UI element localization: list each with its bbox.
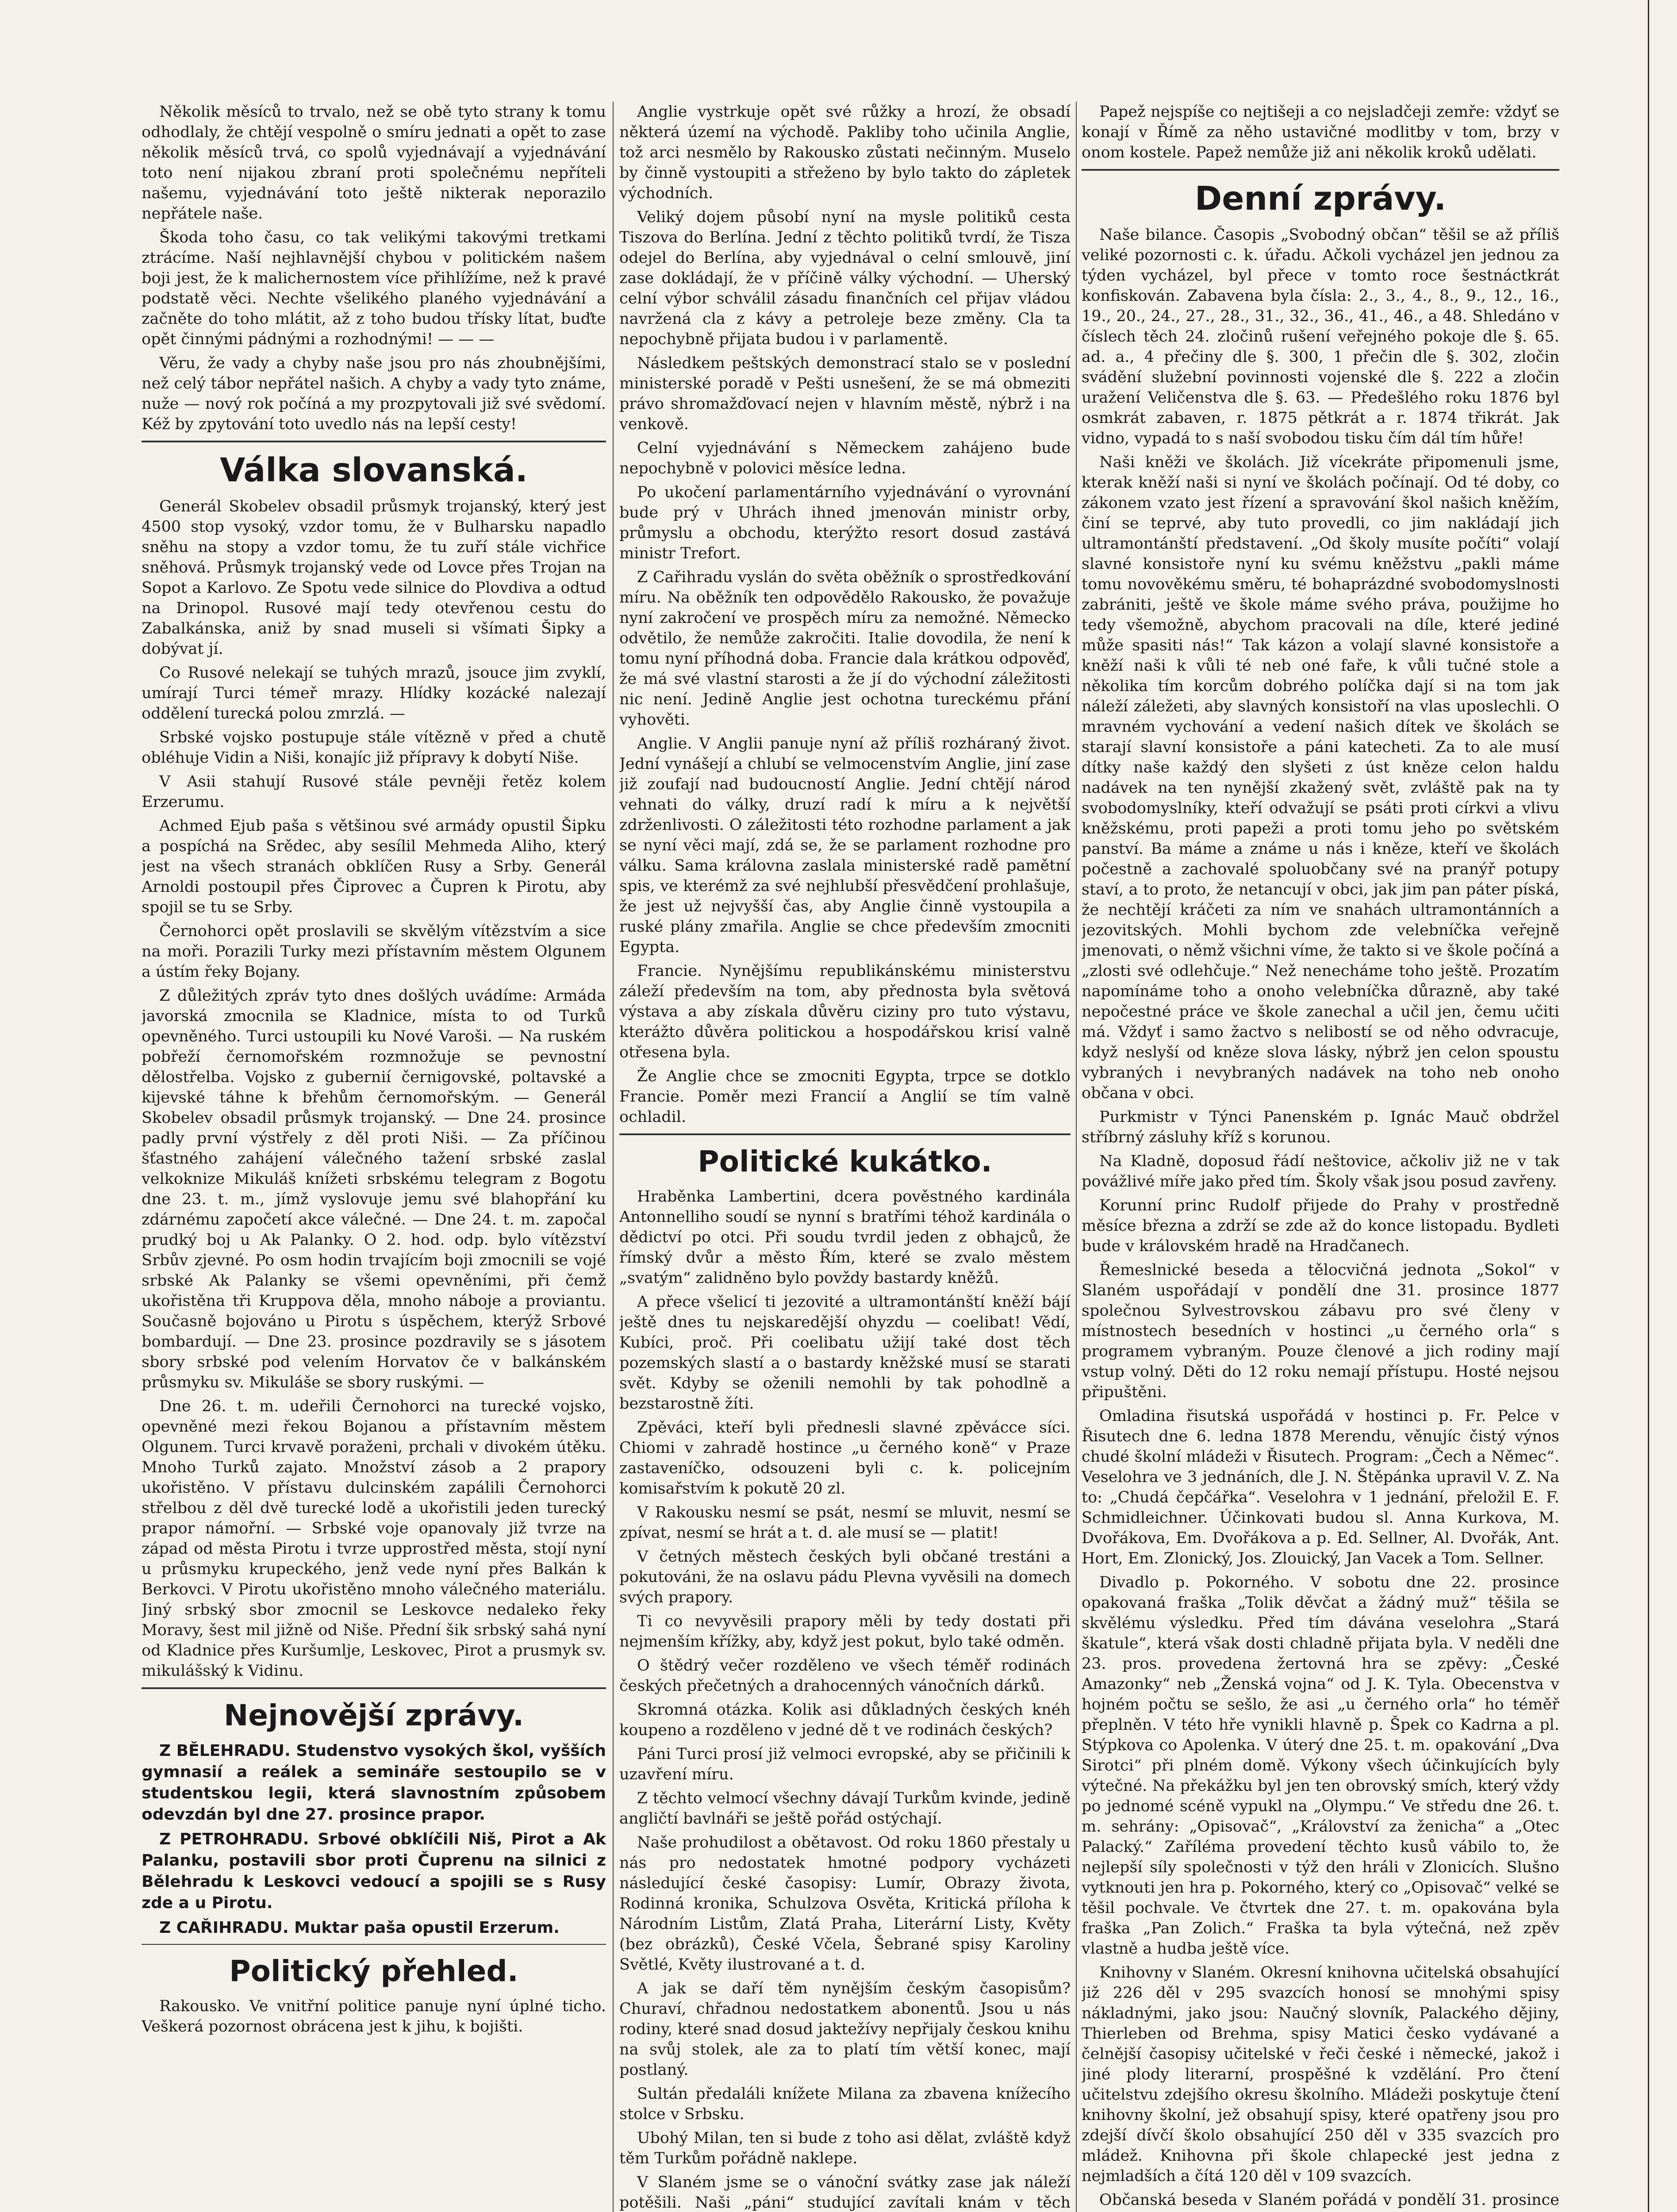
paragraph: Sultán předaláli knížete Milana za zbavena knížecího stolce v Srbsku. (619, 2085, 1071, 2123)
paragraph: Achmed Ejub paša s většinou své armády opustil Šipku a pospíchá na Srědec, aby sesílil Mehmeda Aliho, který jest na všech stranách obklíčen Rusy a Srby. Generál Arnoldi postoupil přes Čiprovec a Čupren k Pirotu, aby spojil se tu se Srby. (142, 817, 606, 916)
paragraph: Francie. Nynějšímu republikánskému ministerstvu záleží především na tom, aby přednosta byla světová výstava a aby získala důvěru ciziny pro tuto výstavu, kterážto důvěra politickou a hospodářskou krisí valně otřesena byla. (619, 962, 1071, 1061)
column-3 (1082, 102, 1559, 2212)
news-item: Z CAŘIHRADU. Muktar paša opustil Erzerum. (159, 1919, 560, 1937)
paragraph: Knihovny v Slaném. Okresní knihovna učitelská obsahující již 226 děl v 295 svazcích honosí se mnohými spisy nákladnými, jako jsou: Naučný slovník, Palackého dějiny, Thierleben od Brehma, spisy Matici česko vydávané a čelnější časopisy učitelské v řeči české i německé, jakož i jiné plody literarní, prospěšné k vzdělání. Pro čtení učitelstvu zdejšího okresu školního. Mládeži poskytuje čtení knihovny školní, jež obsahují spisy, které opatřeny jsou pro zdejší dívčí školo obsahující 250 děl v 335 svazcích pro mládež. Knihovna při škole chlapecké jest jedna z nejmladších a čítá 120 děl v 109 svazcích. (1082, 1964, 1559, 2185)
section-divider (142, 1687, 606, 1689)
paragraph: Celní vyjednávání s Německem zahájeno bude nepochybně v polovici měsíce ledna. (619, 439, 1071, 477)
paragraph: Anglie vystrkuje opět své růžky a hrozí, že obsadí některá území na východě. Pakliby toho učinila Anglie, tož arci nesmělo by Rakousko zůstati nečinným. Muselo by činně vystoupiti a střeženo by bylo takto do zápletek východních. (619, 103, 1071, 202)
news-item: Z BĚLEHRADU. Studenstvo vysokých škol, vyšších gymnasií a reálek a semináře sestoupilo se v studentskou legii, která slavnostním způsobem odevzdán byl dne 27. prosince prapor. (142, 1742, 606, 1824)
section-divider (1082, 169, 1559, 171)
paragraph: Následkem peštských demonstrací stalo se v poslední ministerské poradě v Pešti usnešení, že se má obmeziti právo shromažďovací nejen v hlavním městě, nýbrž i na venkově. (619, 354, 1071, 433)
paragraph: Z důležitých zpráv tyto dnes došlých uvádíme: Armáda javorská zmocnila se Kladnice, místa to od Turků opevněného. Turci ustoupili ku Nové Varoši. — Na ruském pobřeží černomořském rozmnožuje se pevnostní dělostřelba. Vojsko z gubernií černigovské, poltavské a kijevské táhne k břehům černomořským. — Generál Skobelev obsadil průsmyk trojanský. — Dne 24. prosince padly první výstřely z děl proti Niši. — Za příčinou šťastného zahájení válečného tažení srbské zaslal velkoknize Mikuláš knížeti srbskému telegram z Bogotu dne 23. t. m., jímž vyslovuje jemu své blahopřání ku zdárnému započetí akce válečné. — Dne 24. t. m. započal prudký boj u Ak Palanky. O 2. hod. odp. bylo vítězství Srbův zjevné. Po osm hodin trvajícím boji zmocnili se vojé srbské Ak Palanky se všemi opevněními, při čemž ukořistěna tři Kruppova děla, mnoho náboje a proviantu. Současně bojováno u Pirotu s úspěchem, kterýž Srbové bombardují. — Dne 23. prosince pozdravily se s jásotem sbory srbské pod velením Horvatov če v balkánském průsmyku sv. Mikuláše se sbory ruskými. — (142, 987, 606, 1391)
paragraph: Že Anglie chce se zmocniti Egypta, trpce se dotklo Francie. Poměr mezi Francií a Anglií se tím valně ochladil. (619, 1068, 1071, 1126)
paragraph: Rakousko. Ve vnitřní politice panuje nyní úplné ticho. Veškerá pozornost obrácena jest k jihu, k bojišti. (142, 1997, 606, 2035)
paragraph: Omladina řisutská uspořádá v hostinci p. Fr. Pelce v Řisutech dne 6. ledna 1878 Merendu, věnujíc čistý výnos chudé školní mládeži v Řisutech. Program: „Čech a Němec“. Veselohra ve 3 jednáních, dle J. N. Štěpánka upravil V. Z. Na to: „Chudá čepčářka“. Veselohra v 1 jednání, přeložil E. F. Schmidleichner. Účinkovati budou sl. Anna Kurkova, M. Dvořákova, Em. Dvořákova a p. Ed. Sellner, Al. Dvořák, Ant. Hort, Em. Zlonický, Jos. Zlouický, Jan Vacek a Tom. Sellner. (1082, 1407, 1559, 1567)
paragraph: Občanská beseda v Slaném pořádá v pondělí 31. prosince (1099, 2191, 1559, 2209)
section-divider (142, 441, 606, 442)
paragraph: Černohorci opět proslavili se skvělým vítězstvím a sice na moři. Porazili Turky mezi přístavním městem Olgunem a ústím řeky Bojany. (142, 922, 606, 981)
section-divider (619, 1133, 1071, 1135)
nejnovejsi-section (142, 1740, 606, 1939)
paragraph: Škoda toho času, co tak velikými takovými tretkami ztrácíme. Naší nejhlavnější chybou v politickém našem boji jest, že k malichernostem více přihlížíme, než k pravé podstatě věci. Nechte všelikého planého vyjednávání a začněte do toho mlátit, až z toho budou třísky lítat, buďte opět činnými pádnými a rozhodnými! — — — (142, 229, 606, 348)
column-2 (619, 102, 1071, 2212)
intro-section (142, 102, 606, 434)
paragraph: Veliký dojem působí nyní na mysle politiků cesta Tiszova do Berlína. Jední z těchto politiků tvrdí, že Tisza odejel do Berlína, aby vyjednával o celní smlouvě, jiní zase dokládají, že v příčině války východní. — Uherský celní výbor schválil zásadu finančních cel přijav vládou navržená cla z kávy a petroleje beze změny. Cla ta nepochybně přijata budou i v parlamentě. (619, 208, 1071, 348)
paragraph: Skromná otázka. Kolik asi důkladných českých knéh koupeno a rozděleno v jedné dě t ve rodinách českých? (619, 1701, 1071, 1739)
paragraph: A jak se daří těm nynějším českým časopisům? Churaví, chřadnou nedostatkem abonentů. Jsou u nás rodiny, které snad dosud jaktežívy nepřijaly českou knihu na svůj stolek, ale za to platí tím větší konec, mají postlaný. (619, 1980, 1071, 2079)
paragraph: Purkmistr v Týnci Panenském p. Ignác Mauč obdržel stříbrný zásluhy kříž s korunou. (1082, 1108, 1559, 1146)
paragraph: Naše prohudilost a obětavost. Od roku 1860 přestaly u nás pro nedostatek hmotné podpory vycházeti následující české časopisy: Lumír, Obrazy života, Rodinná kronika, Schulzova Osvěta, Kritická příloha k Národním Listům, Zlatá Praha, Literární Listy, Květy (bez obrázků), České Včela, Šebrané spisy Karoliny Světlé, Květy ilustrované a t. d. (619, 1834, 1071, 1974)
paragraph: O štědrý večer rozděleno ve všech téměř rodinách českých přečetných a drahocenných vánočních dárků. (619, 1657, 1071, 1695)
paragraph: V Slaném jsme se o vánoční svátky zase jak náleží potěšili. Naši „páni“ studující zavítali knám v těch (619, 2174, 1071, 2212)
paragraph: Z Cařihradu vyslán do světa oběžník o sprostředkování míru. Na oběžník ten odpovědělo Rakousko, že považuje nyní zakročení ve prospěch míru za nemožné. Německo odvětilo, že nemůže zakročiti. Italie dovodila, že není k tomu nyní příhodná doba. Francie dala krátkou odpověď, že má své vlastní starosti a že jí do východní záležitosti nic není. Jedině Anglie jest ochotna tureckému přání vyhověti. (619, 568, 1071, 729)
paragraph: Řemeslnické beseda a tělocvičná jednota „Sokol“ v Slaném uspořádají v pondělí dne 31. prosince 1877 společnou Sylvestrovskou zábavu pro své členy v místnostech besedních v hostinci „u černého orla“ s programem vybraným. Pouze členové a jich rodiny mají vstup volný. Děti do 12 roku nemají přístupu. Hosté nejsou připuštěni. (1082, 1261, 1559, 1401)
paragraph: Co Rusové nelekají se tuhých mrazů, jsouce jim zvyklí, umírají Turci témeř mrazy. Hlídky kozácké nalezají oddělení turecká polou zmrzlá. — (142, 664, 606, 722)
section-heading-prehled: Politický přehled. (229, 1954, 518, 1988)
paragraph: Páni Turci prosí již velmoci evropské, aby se přičinili k uzavření míru. (619, 1745, 1071, 1783)
paragraph: Na Kladně, doposud řádí neštovice, ačkoliv již ne v tak povážlivé míře jako před tím. Školy však jsou posud zavřeny. (1082, 1152, 1559, 1190)
paragraph: Po ukočení parlamentárního vyjednávání o vyrovnání bude prý v Uhrách ihned jmenován ministr orby, průmyslu a obchodu, kterýžto resort dosud zastává ministr Trefort. (619, 484, 1071, 562)
paragraph: V Asii stahují Rusové stále pevněji řetěz kolem Erzerumu. (142, 773, 606, 811)
column-rule (1076, 102, 1077, 2212)
valka-section (142, 496, 606, 1681)
section-heading-kukatko: Politické kukátko. (698, 1144, 992, 1179)
denni-section (1082, 225, 1559, 2212)
section-heading-denni: Denní zprávy. (1194, 180, 1447, 218)
paragraph: Hraběnka Lambertini, dcera pověstného kardinála Antonnelliho soudí se nynní s bratřími téhož kardinála o dědictví po otci. Při soudu tvrdil jeden z obhajců, že římský dvůr a město Řím, které se zvalo městem „svatým“ zalidněno bylo povždy bastardy kněžů. (619, 1188, 1071, 1287)
politics-continued (619, 102, 1071, 1127)
paragraph: Naši kněži ve školách. Již vícekráte připomenuli jsme, kterak kněží naši si nyní ve školách počínají. Od té doby, co zákonem vzato jest řízení a spravování škol našich kněžím, činí se teprvé, aby tuto provedli, co jim nakládají jich ultramontánští představení. „Od školy musíte počíti“ volají slavné konsistoře nyní ku svému kněžstvu „pakli máme tomu novověkému směru, té bohaprázdné svobodomyslnosti zabrániti, ještě ve škole máme svého práva, použijme ho tedy všemožně, abychom pracovali na díle, které jediné může spasiti nás!“ Tak kázon a volají slavné konsistoře a kněží naši k vůli té neb oné faře, k vůli tučné stole a několika tím korcům dobrého políčka dají si na tom jak náleží záležeti, aby slavných konsistoří na vlas uposlechli. O mravném vychování a vedení našich dítek ve školách se starají slavní konsistoře a páni katecheti. Za to ale musí dítky naše každý den slyšeti z úst kněze celon haldu nadávek na ten nynější zkažený svět, zvláště pak na ty svobodomyslníky, kteří odvažují se psáti proti církvi a vlivu kněžskému, proti papeži a proti tomu jeho po světském panství. Ba máme a známe u nás i kněze, kteří ve školách počestně a zachovalé spoluobčany své na pranýř potupy staví, a to proto, že netancují v obci, jak jim pan páter píská, že nechtějí kráčeti za ním ve snahách ultramontánních a jezovitských. Mohli bychom zde velebníčka veřejně jmenovati, o němž všichni víme, že takto si ve škole počíná a „zlosti své odlehčuje.“ Než nenecháme toho ještě. Prozatím napomínáme toho a onoho velebníčka důrazně, aby také nepočestné práce ve škole zanechal a učil jen, čemu učiti má. Vždyť i samo žactvo s nelibostí se od něho odvracuje, když neslyší od kněze slova lásky, nýbrž jen celon spoustu vybraných i nevybraných nadávek na toho neb onoho občana v obci. (1082, 453, 1559, 1102)
paragraph: Divadlo p. Pokorného. V sobotu dne 22. prosince opakovaná fraška „Tolik děvčat a žádný muž“ těšila se skvělému výsledku. Před tím dávána veselohra „Stará škatule“, která však dosti chladně přijata byla. V neděli dne 23. pros. provedena žertovná hra se zpěvy: „České Amazonky“ neb „Ženská vojna“ od J. K. Tyla. Obecenstva v hojném počtu se sešlo, že asi „u černého orla“ ho téměř přeplněn. V této hře vynikli hlavně p. Špek co Kadrna a pl. Stýpkova co Apolenka. V úterý dne 25. t. m. opakování „Dva Sirotci“ při plném domě. Výkony všech účinkujících byly výtečné. Na překážku byl jen ten obrovský smích, který vždy po jednomé scéně vypukl na „Olympu.“ Ve středu dne 26. t. m. sehrány: „Opisovač“, „Království za ženicha“ a „Otec Palacký.“ Zaříléma provedení těchto kusů vábilo to, že nejlepší síly společnosti v týž den hráli v Zlonicích. Slušno vytknouti jen hra p. Pokorného, který co „Opisovač“ velké se těšil pochvale. Ve čtvrtek dne 27. t. m. opakována byla fraška „Pan Zolich.“ Fraška ta byla výtečná, než zpěv vlastně a hudba ještě více. (1082, 1574, 1559, 1958)
paragraph: Korunní princ Rudolf přijede do Prahy v prostředně měsíce března a zdrží se zde až do konce listopadu. Bydleti bude v královském hradě na Hradčanech. (1082, 1197, 1559, 1255)
paragraph: Generál Skobelev obsadil průsmyk trojanský, který jest 4500 stop vysoký, vzdor tomu, že v Bulharsku napadlo sněhu na stopy a vzdor tomu, že tu zuří stále vichřice sněhová. Průsmyk trojanský vede od Lovce přes Trojan na Sopot a Karlovo. Ze Spotu vede silnice do Plovdiva a odtud na Drinopol. Rusové mají tedy otevřenou cestu do Zabalkánska, aniž by snad museli si všímati Šipky a dobývat jí. (142, 498, 606, 658)
paragraph: V Rakousku nesmí se psát, nesmí se mluvit, nesmí se zpívat, nesmí se hrát a t. d. ale musí se — platit! (619, 1504, 1071, 1542)
section-heading-valka: Válka slovanská. (220, 451, 528, 489)
news-item: Z PETROHRADU. Srbové obklíčili Niš, Pirot a Ak Palanku, postavili sbor proti Čuprenu na silnici z Bělehradu k Leskovci vedoucí a spojili se s Rusy zde a u Pirotu. (142, 1830, 606, 1912)
kukatko-section (619, 1187, 1071, 2212)
page-edge-line (1648, 0, 1649, 2212)
paragraph: Papež nejspíše co nejtišeji a co nejsladčeji zemře: vždyť se konají v Římě za něho ustavičné modlitby v tom, brzy v onom kostele. Papež nemůže již ani několik kroků udělati. (1082, 103, 1559, 161)
column-rule (613, 102, 614, 2212)
paragraph: Z těchto velmocí všechny dávají Turkům kvinde, jedině angličtí bavlnáři se ještě pořád ostýchají. (619, 1790, 1071, 1828)
paragraph: Několik měsíců to trvalo, než se obě tyto strany k tomu odhodlaly, že chtějí vespolně o smíru jednati a opět to zase několik měsíců trvá, co spolů vyjednávají a vyjednávání toto není nijakou zbraní proti společnému nepříteli našemu, vyjednávání toto ještě nikterak neporazilo nepřátele naše. (142, 103, 606, 223)
column-1 (142, 102, 606, 2212)
paragraph: Ubohý Milan, ten si bude z toho asi dělat, zvláště když těm Turkům pořádně naklepe. (619, 2129, 1071, 2167)
paragraph: V četných městech českých byli občané trestáni a pokutováni, že na oslavu pádu Plevna vyvěsili na domech svých prapory. (619, 1548, 1071, 1606)
paragraph: Zpěváci, kteří byli přednesli slavné zpěvácce síci. Chiomi v zahradě hostince „u černého koně“ v Praze zastaveníčko, odsouzeni byli c. k. policejním komisařstvím k pokutě 20 zl. (619, 1419, 1071, 1498)
paragraph: Dne 26. t. m. udeřili Černohorci na turecké vojsko, opevněné mezi řekou Bojanou a přístavním městem Olgunem. Turci krvavě poraženi, prchali v divokém útěku. Mnoho Turků zajato. Množství zásob a 2 prapory ukořistěno. V přístavu dulcinském zapálili Černohorci střelbou z děl dvě turecké lodě a ukořistili jeden turecký prapor námořní. — Srbské voje opanovaly již tvrze na západ od města Pirotu i tvrze upprostřed města, stojí nyní u průsmyku krupeckého, jenž vede nyní přes Balkán k Berkovci. V Pirotu ukořistěno mnoho válečného materiálu. Jiný srbský sbor zmocnil se Leskovce nedaleko řeky Moravy, šest mil jižně od Niše. Přední šik srbský sahá nyní od Kladnice přes Kuršumlje, Leskovec, Pirot a prusmyk sv. mikulášský k Vidinu. (142, 1398, 606, 1680)
paragraph: Srbské vojsko postupuje stále vítězně v před a chutě obléhuje Vidin a Niši, konajíc již přípravy k dobytí Niše. (142, 729, 606, 767)
section-heading-nejnovejsi: Nejnovější zprávy. (223, 1698, 524, 1732)
paragraph: Naše bilance. Časopis „Svobodný občan“ těšil se až příliš veliké pozornosti c. k. úřadu. Ačkoli vycházel jen jednou za týden vycházel, byl přece v tomto roce šestnáctkrát konfiskován. Zabavena byla čísla: 2., 3., 4., 8., 9., 12., 16., 19., 20., 24., 27., 28., 31., 32., 36., 41., 46., a 48. Shledáno v číslech těch 24. zločinů rušení veřejného pokoje dle §. 65. ad. a., 4 přečiny dle §. 300, 1 přečin dle §. 302, zločin svádění služební povinnosti vojenské dle §. 222 a zločin uražení Veličenstva dle §. 63. — Předešlého roku 1876 byl osmkrát zabaven, r. 1875 pětkrát a r. 1874 třikrát. Jak vidno, vypadá to s naší svobodou tisku čím dál tím hůře! (1082, 226, 1559, 447)
section-divider (142, 1944, 606, 1945)
paragraph: Anglie. V Anglii panuje nyní až příliš rozháraný život. Jední vynášejí a chlubí se velmocenstvím Anglie, jiní zase již zoufají nad budoucností Anglie. Jední chtějí národ vehnati do války, druzí radí k míru a k největší zdrženlivosti. O záležitosti této rozhodne parlament a jak se nyní věci mají, zdá se, že se parlament rozhodne pro válku. Sama královna zaslala ministerské radě pamětní spis, ve kterémž za své nejhlubší přesvědčení prohlašuje, že jest už nejvyšší čas, aby Anglie činně vystoupila a ruské plány zmařila. Anglie se chce především zmocniti Egypta. (619, 735, 1071, 956)
paragraph: Ti co nevyvěsili prapory měli by tedy dostati při nejmenším křížky, aby, když jest pokut, bylo také odměn. (619, 1613, 1071, 1651)
paragraph: Věru, že vady a chyby naše jsou pro nás zhoubnějšími, než celý tábor nepřátel našich. A chyby a vady tyto známe, nuže — nový rok počíná a my prozpytovali již své svědomí. Kéž by zpytování toto uvedlo nás na lepší cesty! (142, 354, 606, 433)
paragraph: A přece všelicí ti jezovité a ultramontánští kněží bájí ještě dnes tu nejskaredější ohyzdu — coelibat! Vědí, Kubíci, proč. Při coelibatu užijí také dost těch pozemských slastí a o bastardy kněžské musí se starati svět. Kdyby se oženili nemohli by tak pohodlně a bezstarostně žíti. (619, 1293, 1071, 1413)
